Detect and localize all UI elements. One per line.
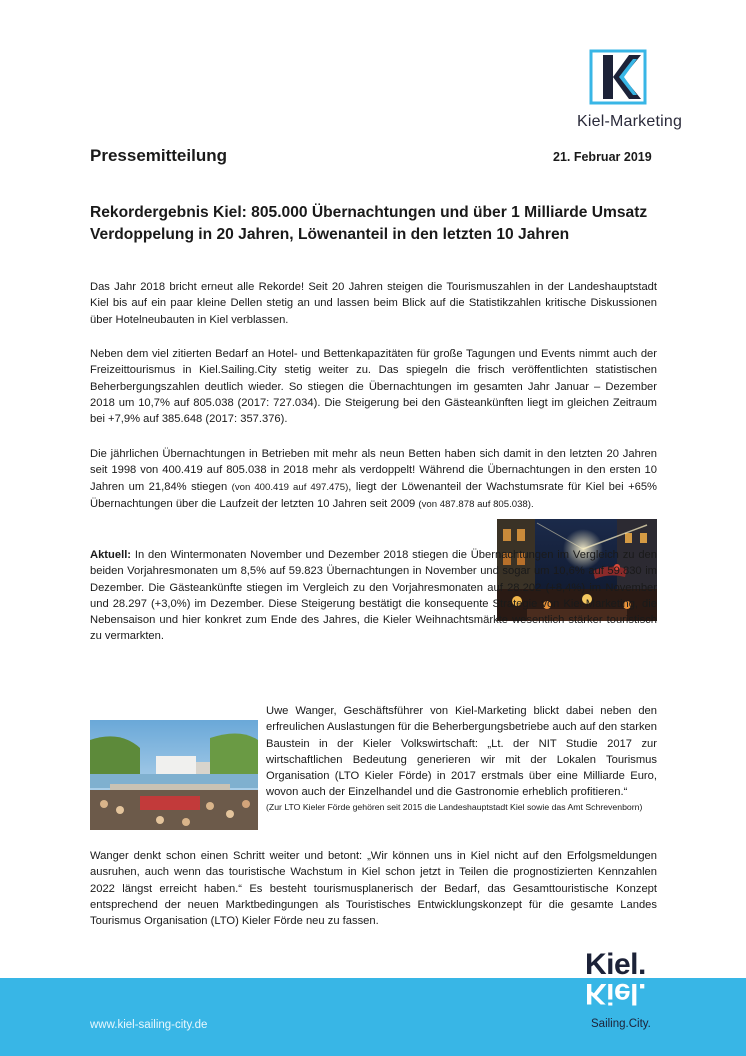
paragraph-statistics: Neben dem viel zitierten Bedarf an Hotel- und Bettenkapazitäten für große Tagungen und Events nimmt auch der Freizeittourismus in Kiel.Sailing.City stetig weiter zu. Das spiegeln die frisch veröffentlichten statistischen Beherbergungszahlen deutlich wieder. So stiegen die Übernachtungen im gesamten Jahr Januar – Dezember 2018 um 10,7% auf 805.038 (2017: 727.034). Die Steigerung bei den Gästeankünften liegt im gleichen Zeitraum bei +7,9% auf 385.648 (2017: 357.376). <box>90 348 657 426</box>
footer-website-link[interactable]: www.kiel-sailing-city.de <box>90 1019 208 1031</box>
current-label: Aktuell: <box>90 549 132 561</box>
paragraph-quote <box>90 703 657 831</box>
document-date: 21. Februar 2019 <box>553 150 652 164</box>
quote-note: (Zur LTO Kieler Förde gehören seit 2015 die Landeshauptstadt Kiel sowie das Amt Schrevenborn) <box>266 801 643 812</box>
paragraph-outlook: Wanger denkt schon einen Schritt weiter und betont: „Wir können uns in Kiel nicht auf den Erfolgsmeldungen ausruhen, auch wenn das touristische Wachstum in Kiel schon jetzt in Teilen die prognostizierten Kennzahlen 2022 längst erreicht haben.“ Es besteht tourismusplanerisch der Bedarf, das Gesamttouristische Konzept entsprechend der neuen Marktbedingungen als Touristisches Entwicklungskonzept für die gesamte Landes Tourismus Organisation (LTO) Kieler Förde neu zu fassen. <box>90 850 657 928</box>
growth-note-2: (von 487.878 auf 805.038). <box>418 498 534 510</box>
photo-float-space <box>90 703 266 831</box>
logo-wordmark: Kiel-Marketing <box>577 113 683 130</box>
kiel-sailing-city-logo: Kiel. <box>585 948 646 981</box>
document-type: Pressemitteilung <box>90 146 227 165</box>
sailing-city-tagline: Sailing.City. <box>591 1018 651 1030</box>
quote-text: Uwe Wanger, Geschäftsführer von Kiel-Marketing blickt dabei neben den erfreulichen Auslastungen für die Beherbergungsbetriebe auch auf den starken Baustein in der Kieler Volkswirtschaft: „Lt. der NIT Studie 2017 zur wirtschaftlichen Bedeutung generieren wir mit der Lokalen Tourismus Organisation (LTO Kieler Förde) in 2017 erstmals über eine Milliarde Euro, wovon auch der Einzelhandel und die Gastronomie erheblich profitieren.“ <box>266 705 657 799</box>
kiel-marketing-k-icon <box>589 49 647 105</box>
current-text: In den Wintermonaten November und Dezember 2018 stiegen die Übernachtungen im Vergleich zu den beiden Vorjahresmonaten um 8,5% auf 59.823 Übernachtungen in November und sogar um 10,6% auf 59.830 im Dezember. Die Gästeankünfte stiegen im Vergleich zu den Vorjahresmonaten auf 28.202 (+8,4%) im November und 28.297 (+3,0%) im Dezember. Diese Steigerung bestätigt die konsequente Strategie von Kiel-Marketing, die Nebensaison und hier konkret zum Ende des Jahres, die Kieler Weihnachtsmärkte wesentlich stärker touristisch zu vermarkten. <box>90 549 657 643</box>
paragraph-growth <box>90 446 657 513</box>
paragraph-current <box>90 547 657 645</box>
growth-note-1: (von 400.419 auf 497.475) <box>231 481 349 493</box>
growth-text-1: Die jährlichen Übernachtungen in Betrieben mit mehr als neun Betten haben sich damit in den letzten 20 Jahren seit 1998 von 400.419 auf 805.038 in 2018 mehr als verdoppelt! Während die Übernachtungen in den ersten 10 Jahren um 21,84% stiegen <box>90 448 657 493</box>
kiel-logo-mirror: Kiel. <box>585 977 646 1010</box>
headline <box>90 202 670 246</box>
growth-text-2: , liegt der Löwenanteil der Wachstumsrate für Kiel bei +65% Übernachtungen über die Laufzeit der letzten 10 Jahren seit 2009 <box>90 480 657 510</box>
paragraph-intro: Das Jahr 2018 bricht erneut alle Rekorde! Seit 20 Jahren steigen die Tourismuszahlen in der Landeshauptstadt Kiel bis auf ein paar kleine Dellen stetig an und lassen beim Blick auf die Statistikzahlen kritische Diskussionen über Hotelneubauten in Kiel verblassen. <box>90 281 657 326</box>
headline-line-2: Verdoppelung in 20 Jahren, Löwenanteil in den letzten 10 Jahren <box>90 226 570 243</box>
headline-line-1: Rekordergebnis Kiel: 805.000 Übernachtungen und über 1 Milliarde Umsatz <box>90 204 648 221</box>
